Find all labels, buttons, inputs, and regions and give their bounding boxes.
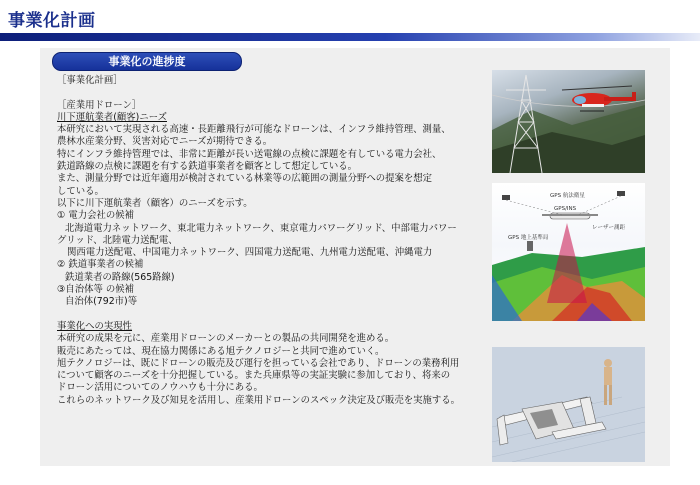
candidate-heading: ③自治体等 の候補 — [57, 284, 135, 296]
paragraph-line: また、測量分野では近年適用が検討されている林業等の広範囲の測量分野への提案を想定 — [57, 173, 433, 185]
label-gps-ground: GPS 地上基準局 — [508, 235, 549, 241]
paragraph-line: している。 — [57, 185, 104, 197]
drone-model-render — [492, 347, 645, 462]
candidate-line: グリッド、北陸電力送配電、 — [57, 234, 178, 246]
label-laser: レーザー測距 — [592, 225, 626, 231]
title-rule — [0, 33, 700, 41]
candidate-heading: ① 電力会社の候補 — [57, 210, 135, 222]
candidate-line: 鉄道業者の路線(565路線) — [65, 271, 175, 283]
laser-survey-diagram — [492, 183, 645, 321]
paragraph-line: ドローン活用についてのノウハウも十分にある。 — [57, 382, 263, 394]
paragraph-line: 販売にあたっては、現在協力関係にある旭テクノロジーと共同で進めていく。 — [57, 345, 385, 357]
paragraph-line: について顧客のニーズを十分把握している。また兵庫県等の実証実験に参加しており、将来の — [57, 370, 451, 382]
heading: ［事業化計画］ — [57, 75, 123, 86]
label-gps-ins: GPS/INS — [554, 206, 577, 212]
paragraph-line: 本研究の成果を元に、産業用ドローンのメーカーとの製品の共同開発を進める。 — [57, 333, 395, 345]
paragraph-line: 旭テクノロジーは、既にドローンの販売及び運行を担っている会社であり、ドローンの業務利用 — [57, 357, 460, 369]
helicopter-inspection-photo — [492, 70, 645, 173]
paragraph-line: 鉄道路線の点検に課題を有する鉄道事業者を顧客として想定している。 — [57, 161, 358, 173]
paragraph-line: 農林水産業分野、災害対応でニーズが期待できる。 — [57, 136, 273, 148]
section-tab: 事業化の進捗度 — [52, 52, 242, 71]
candidate-heading: ② 鉄道事業者の候補 — [57, 259, 144, 271]
paragraph-line: 本研究において実現される高速・長距離飛行が可能なドローンは、インフラ維持管理、測量、 — [57, 124, 451, 136]
industrial-drone-heading: ［産業用ドローン］ — [57, 99, 142, 111]
paragraph-line: 以下に川下運航業者（顧客）のニーズを示す。 — [57, 197, 253, 209]
candidate-line: 自治体(792市)等 — [65, 296, 138, 308]
text-body — [57, 75, 487, 407]
candidate-line: 関西電力送配電、中国電力ネットワーク、四国電力送配電、九州電力送配電、沖縄電力 — [67, 247, 433, 259]
candidate-line: 北海道電力ネットワーク、東北電力ネットワーク、東京電力パワーグリッド、中部電力パワー — [65, 222, 457, 234]
page-title: 事業化計画 — [8, 11, 96, 31]
realization-heading: 事業化への実現性 — [57, 320, 133, 332]
label-gps-satellite: GPS 航法衛星 — [550, 193, 585, 199]
paragraph-line: 特にインフラ維持管理では、非常に距離が長い送電線の点検に課題を有している電力会社、 — [57, 148, 442, 160]
needs-heading: 川下運航業者(顧客)ニーズ — [57, 111, 167, 123]
paragraph-line: これらのネットワーク及び知見を活用し、産業用ドローンのスペック決定及び販売を実施する。 — [57, 394, 460, 406]
